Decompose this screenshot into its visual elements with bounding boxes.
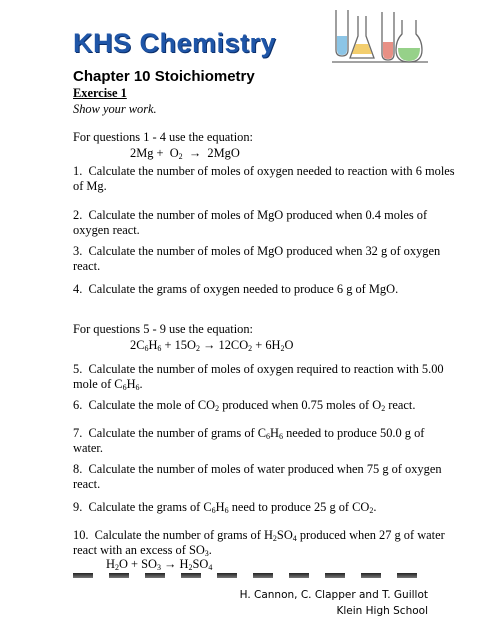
section3-equation: $H_2O + SO_3 \to H_2SO_4$ [106, 557, 213, 572]
question-6: 6. Calculate the mole of $CO_2$ produced when 0.75 moles of $O_2$ react. [73, 398, 416, 413]
question-9: 9. Calculate the grams of $C_6H_6$ need to produce 25 g of $CO_2$. [73, 500, 377, 515]
section1-equation: $2Mg + O_2 \to 2MgO$ [130, 146, 240, 161]
section2-intro: For questions 5 - 9 use the equation: [73, 322, 253, 336]
question-1: 1. Calculate the number of moles of oxygen needed to reaction with 6 moles of Mg. [73, 164, 455, 193]
question-3: 3. Calculate the number of moles of MgO produced when 32 g of oxygen react. [73, 244, 441, 273]
chapter-title: Chapter 10 Stoichiometry [73, 68, 255, 85]
question-8: 8. Calculate the number of moles of water produced when 75 g of oxygen react. [73, 462, 442, 491]
section2-equation: $2C_6H_6 + 15O_2 \to 12CO_2 + 6H_2O$ [130, 338, 294, 353]
lab-glassware-icon [330, 6, 430, 66]
section1-intro: For questions 1 - 4 use the equation: [73, 130, 253, 144]
footer-authors: H. Cannon, C. Clapper and T. Guillot [239, 589, 428, 601]
question-7: 7. Calculate the number of grams of $C_6H_6$ needed to produce 50.0 g of water. [73, 426, 425, 455]
question-4: 4. Calculate the grams of oxygen needed to produce 6 g of MgO. [73, 282, 399, 296]
question-10: 10. Calculate the number of grams of $H_2SO_4$ produced when 27 g of water react with an excess of $SO_3$. [73, 528, 445, 558]
question-5: 5. Calculate the number of moles of oxygen required to reaction with 5.00 mole of $C_6H_6$. [73, 362, 444, 392]
exercise-instruction: Show your work. [73, 102, 157, 116]
exercise-label: Exercise 1 [73, 86, 127, 100]
question-2: 2. Calculate the number of moles of MgO produced when 0.4 moles of oxygen react. [73, 208, 428, 237]
logo-title: KHS Chemistry [73, 28, 277, 58]
footer-divider [73, 573, 423, 579]
footer-school: Klein High School [336, 605, 428, 617]
